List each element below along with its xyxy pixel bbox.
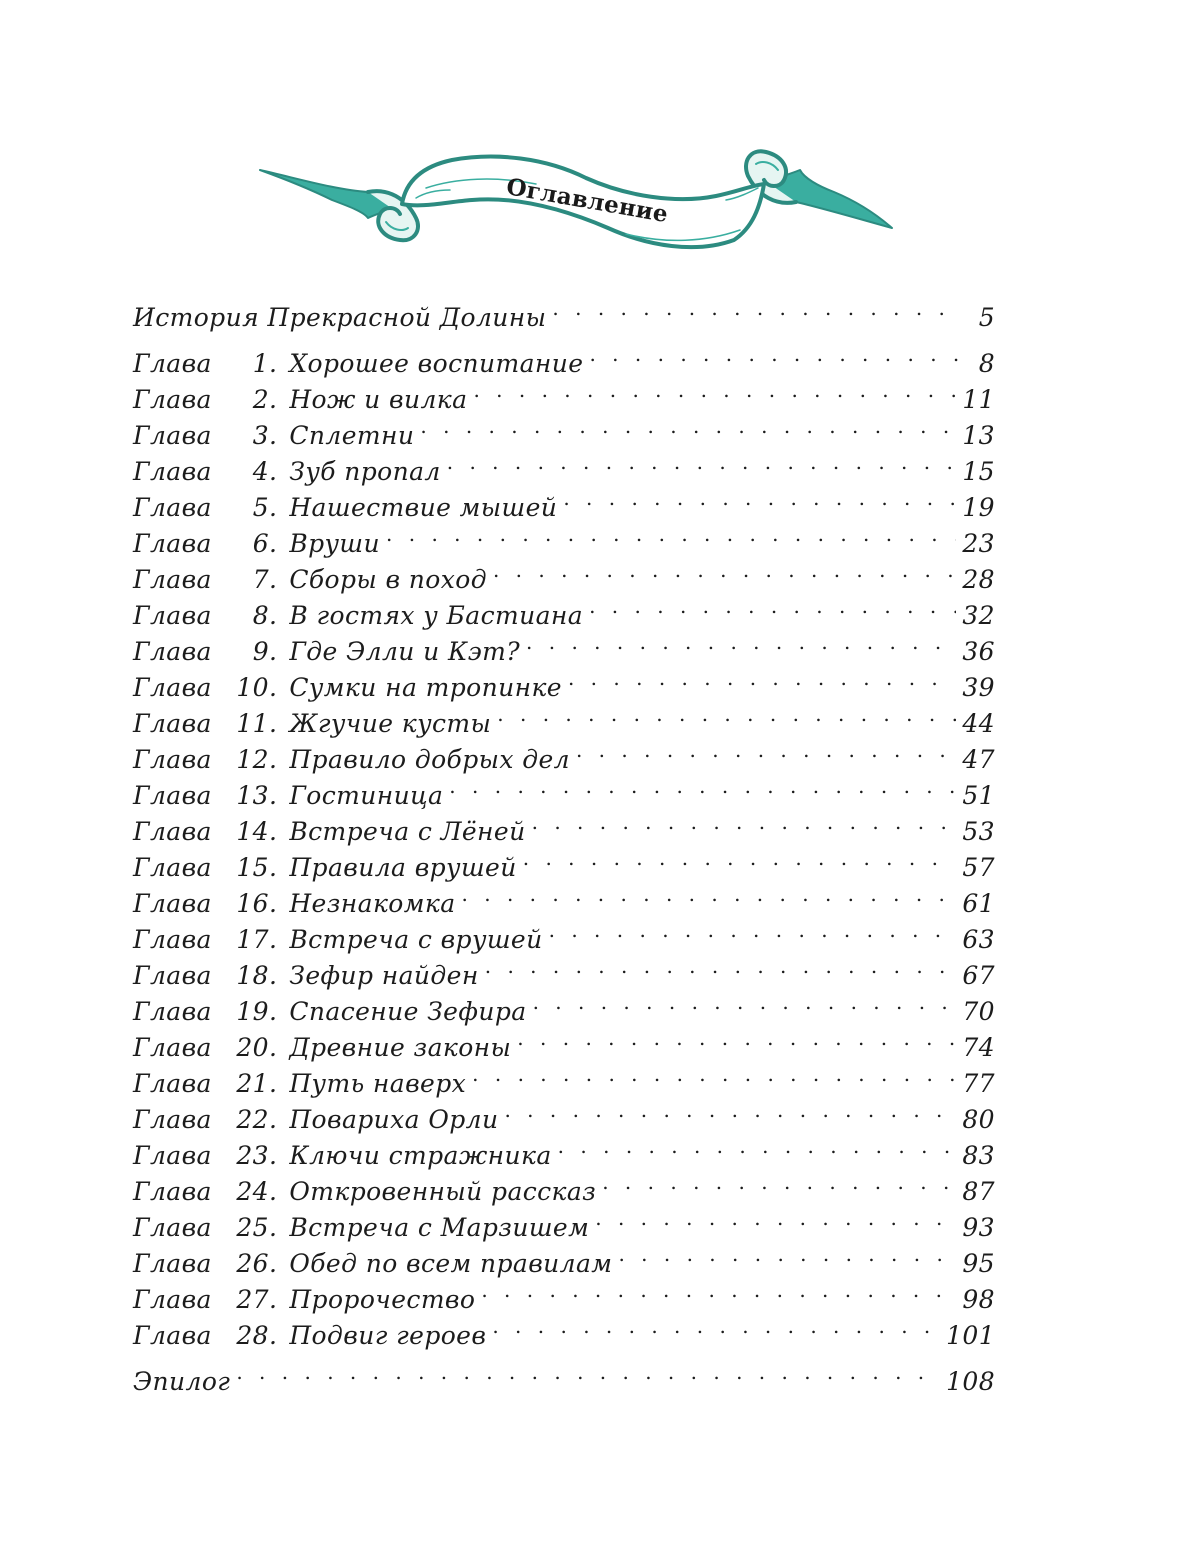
toc-epilogue-row[interactable] [133,1354,995,1396]
chapter-number-period: . [269,745,278,774]
chapter-number: 5 [252,493,269,522]
chapter-label: Глава [133,601,212,630]
dot-leader [568,660,956,696]
chapter-page-number: 101 [946,1321,995,1350]
chapter-number-period: . [269,817,278,846]
chapter-number: 21 [236,1069,269,1098]
toc-intro-title: История Прекрасной Долины [133,303,547,332]
chapter-number: 2 [252,385,269,414]
chapter-title: Зефир найден [289,961,479,990]
chapter-number-period: . [269,1141,278,1170]
dot-leader [576,732,956,768]
chapter-number-period: . [269,1033,278,1062]
chapter-number: 14 [236,817,269,846]
dot-leader [492,1308,940,1344]
chapter-title: Спасение Зефира [289,997,527,1026]
chapter-title: Путь наверх [289,1069,467,1098]
chapter-label: Глава [133,781,212,810]
chapter-number: 24 [236,1177,269,1206]
chapter-number-period: . [269,673,278,702]
chapter-page-number: 53 [962,817,995,846]
dot-leader [523,840,957,876]
chapter-title: Зуб пропал [289,457,441,486]
dot-leader [563,480,956,516]
chapter-page-number: 63 [962,925,995,954]
chapter-label: Глава [133,1177,212,1206]
chapter-page-number: 95 [962,1249,995,1278]
chapter-page-number: 13 [962,421,995,450]
dot-leader [386,516,956,552]
chapter-number-period: . [269,1213,278,1242]
chapter-title: Древние законы [289,1033,512,1062]
chapter-label: Глава [133,889,212,918]
chapter-page-number: 93 [962,1213,995,1242]
chapter-title: Вруши [289,529,381,558]
chapter-number-period: . [269,997,278,1026]
chapter-number: 6 [252,529,269,558]
chapter-title: Обед по всем правилам [289,1249,613,1278]
chapter-page-number: 32 [962,601,995,630]
chapter-page-number: 44 [962,709,995,738]
chapter-number: 12 [236,745,269,774]
chapter-number: 28 [236,1321,269,1350]
chapter-number-period: . [269,1249,278,1278]
toc-intro-row[interactable] [133,290,995,332]
toc-epilogue-page: 108 [946,1367,995,1396]
dot-leader [420,408,956,444]
chapter-page-number: 8 [978,349,995,378]
chapter-page-number: 74 [962,1033,995,1062]
chapter-label: Глава [133,385,212,414]
chapter-number: 22 [236,1105,269,1134]
chapter-title: Встреча с Лёней [289,817,526,846]
chapter-page-number: 36 [962,637,995,666]
chapter-title: Сборы в поход [289,565,487,594]
chapter-page-number: 70 [962,997,995,1026]
chapter-list [133,336,995,1350]
dot-leader [497,696,956,732]
chapter-number-period: . [269,1105,278,1134]
chapter-label: Глава [133,925,212,954]
chapter-page-number: 87 [962,1177,995,1206]
chapter-number: 18 [236,961,269,990]
chapter-number: 25 [236,1213,269,1242]
chapter-number-period: . [269,637,278,666]
chapter-number: 15 [236,853,269,882]
chapter-label: Глава [133,493,212,522]
chapter-label: Глава [133,1249,212,1278]
chapter-label: Глава [133,1141,212,1170]
chapter-title: Встреча с врушей [289,925,543,954]
chapter-title: В гостях у Бастиана [289,601,584,630]
dot-leader [236,1354,940,1390]
chapter-page-number: 11 [962,385,995,414]
chapter-number-period: . [269,1321,278,1350]
dot-leader [533,984,957,1020]
chapter-number-period: . [269,1069,278,1098]
dot-leader [526,624,956,660]
dot-leader [462,876,957,912]
chapter-label: Глава [133,1105,212,1134]
chapter-number-period: . [269,493,278,522]
chapter-title: Жгучие кусты [289,709,492,738]
chapter-page-number: 28 [962,565,995,594]
ribbon-banner [256,130,896,260]
chapter-number: 11 [236,709,269,738]
chapter-number-period: . [269,385,278,414]
chapter-page-number: 57 [962,853,995,882]
banner-title: Оглавление [504,173,671,229]
chapter-label: Глава [133,637,212,666]
chapter-title: Хорошее воспитание [289,349,584,378]
chapter-label: Глава [133,853,212,882]
chapter-number-period: . [269,1285,278,1314]
chapter-number-period: . [269,565,278,594]
chapter-title: Сумки на тропинке [289,673,562,702]
chapter-number: 4 [252,457,269,486]
chapter-title: Где Элли и Кэт? [289,637,521,666]
chapter-number-period: . [269,961,278,990]
chapter-number-period: . [269,457,278,486]
dot-leader [595,1200,956,1236]
chapter-number-period: . [269,601,278,630]
dot-leader [532,804,957,840]
dot-leader [589,588,956,624]
dot-leader [558,1128,957,1164]
chapter-page-number: 77 [962,1069,995,1098]
dot-leader [449,768,956,804]
dot-leader [589,336,959,372]
chapter-title: Гостиница [289,781,444,810]
chapter-page-number: 23 [962,529,995,558]
chapter-page-number: 61 [962,889,995,918]
chapter-title: Правило добрых дел [289,745,570,774]
dot-leader [504,1092,956,1128]
chapter-label: Глава [133,961,212,990]
chapter-number: 16 [236,889,269,918]
chapter-label: Глава [133,673,212,702]
chapter-label: Глава [133,1033,212,1062]
toc-chapter-row[interactable] [133,336,995,378]
dot-leader [473,372,956,408]
chapter-label: Глава [133,1285,212,1314]
chapter-title: Нашествие мышей [289,493,558,522]
chapter-number: 3 [252,421,269,450]
chapter-page-number: 98 [962,1285,995,1314]
chapter-title: Незнакомка [289,889,456,918]
toc-epilogue-title: Эпилог [133,1367,231,1396]
dot-leader [493,552,956,588]
chapter-number: 20 [236,1033,269,1062]
chapter-number-period: . [269,421,278,450]
chapter-label: Глава [133,745,212,774]
dot-leader [549,912,957,948]
chapter-page-number: 67 [962,961,995,990]
table-of-contents [133,290,995,1396]
chapter-label: Глава [133,565,212,594]
chapter-number: 23 [236,1141,269,1170]
chapter-page-number: 39 [962,673,995,702]
chapter-label: Глава [133,997,212,1026]
dot-leader [472,1056,956,1092]
chapter-page-number: 83 [962,1141,995,1170]
chapter-number: 27 [236,1285,269,1314]
chapter-number: 1 [252,349,269,378]
chapter-number-period: . [269,1177,278,1206]
chapter-page-number: 15 [962,457,995,486]
chapter-label: Глава [133,421,212,450]
chapter-label: Глава [133,1213,212,1242]
chapter-number-period: . [269,529,278,558]
toc-intro-page: 5 [978,303,995,332]
chapter-label: Глава [133,1321,212,1350]
dot-leader [618,1236,956,1272]
chapter-label: Глава [133,1069,212,1098]
chapter-label: Глава [133,709,212,738]
chapter-title: Сплетни [289,421,415,450]
chapter-number-period: . [269,709,278,738]
chapter-label: Глава [133,529,212,558]
chapter-number-period: . [269,925,278,954]
chapter-number: 7 [252,565,269,594]
dot-leader [602,1164,956,1200]
chapter-number-period: . [269,349,278,378]
dot-leader [447,444,957,480]
chapter-title: Повариха Орли [289,1105,499,1134]
chapter-number-period: . [269,853,278,882]
chapter-number: 10 [236,673,269,702]
chapter-label: Глава [133,817,212,846]
chapter-number: 17 [236,925,269,954]
chapter-title: Нож и вилка [289,385,468,414]
chapter-title: Подвиг героев [289,1321,487,1350]
dot-leader [485,948,957,984]
chapter-title: Правила врушей [289,853,517,882]
chapter-number: 9 [252,637,269,666]
chapter-page-number: 47 [962,745,995,774]
chapter-number: 19 [236,997,269,1026]
chapter-number-period: . [269,781,278,810]
chapter-page-number: 19 [962,493,995,522]
chapter-number: 13 [236,781,269,810]
dot-leader [481,1272,956,1308]
chapter-label: Глава [133,349,212,378]
dot-leader [552,290,959,326]
chapter-number: 26 [236,1249,269,1278]
chapter-title: Откровенный рассказ [289,1177,597,1206]
dot-leader [517,1020,956,1056]
chapter-number-period: . [269,889,278,918]
chapter-title: Встреча с Марзишем [289,1213,590,1242]
chapter-label: Глава [133,457,212,486]
chapter-title: Ключи стражника [289,1141,552,1170]
chapter-title: Пророчество [289,1285,476,1314]
chapter-page-number: 51 [962,781,995,810]
chapter-number: 8 [252,601,269,630]
chapter-page-number: 80 [962,1105,995,1134]
